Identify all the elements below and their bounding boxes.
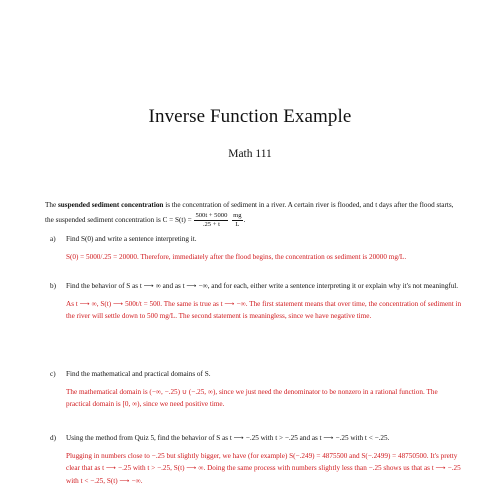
part-label: c) [50, 370, 56, 378]
units-fraction [232, 212, 242, 229]
part-label: a) [50, 235, 56, 243]
question-text: Using the method from Quiz 5, find the behavior of S as t ⟶ −.25 with t > −.25 and as t ⟶ −.25 with t < −.25. [66, 434, 390, 442]
intro-text: is the concentration of sediment in a river. A certain river is flooded, and t days after the flood starts, the suspended sediment concentration is C = S(t) = [45, 201, 454, 224]
part-d [50, 432, 462, 487]
part-question [50, 368, 462, 381]
intro-lead: The [45, 201, 58, 209]
part-answer: As t ⟶ ∞, S(t) ⟶ 500t/t = 500. The same is true as t ⟶ −∞. The first statement means that over time, the concentration of sediment in the river will settle down to 500 mg/L. The second statement is meaningless, since we have negative time. [66, 299, 462, 320]
part-b [50, 280, 462, 323]
units-numerator: mg [233, 211, 242, 219]
formula-denominator: .25 + t [202, 220, 220, 228]
question-text: Find S(0) and write a sentence interpreting it. [66, 235, 197, 243]
intro-term: suspended sediment concentration [57, 201, 164, 209]
units-denominator: L [235, 220, 240, 228]
part-answer: The mathematical domain is (−∞, −.25) ∪ (−.25, ∞), since we just need the denominator to be nonzero in a rational function. The practical domain is [0, ∞), since we need positive time. [66, 387, 438, 408]
part-label: b) [50, 282, 56, 290]
question-text: Find the mathematical and practical domains of S. [66, 370, 211, 378]
intro-end: . [243, 215, 246, 224]
part-answer: Plugging in numbers close to −.25 but slightly bigger, we have (for example) S(−.249) = 4875500 and S(−.2499) = 48750500. It's pretty clear that as t ⟶ −.25 with t > −.25, S(t) ⟶ ∞. Doing the same process with numbers slightly less than −.25 shows us that as t ⟶ −.25 with t < −.25, S(t) ⟶ −∞. [66, 451, 461, 485]
formula-numerator: 500t + 5000 [195, 211, 228, 219]
part-label: d) [50, 434, 56, 442]
question-text: Find the behavior of S as t ⟶ ∞ and as t ⟶ −∞, and for each, either write a sentence interpreting it or explain why it's not meaningful. [66, 282, 459, 290]
part-question [50, 280, 462, 293]
page-title: Inverse Function Example [148, 106, 352, 127]
part-question [50, 432, 462, 445]
formula-fraction [194, 212, 228, 229]
part-a [50, 233, 462, 263]
part-answer: S(0) = 5000/.25 = 20000. Therefore, immediately after the flood begins, the concentration os sediment is 20000 mg/L. [66, 252, 407, 261]
page-subtitle: Math 111 [228, 148, 272, 160]
intro-paragraph [45, 199, 463, 229]
part-question [50, 233, 462, 246]
part-c [50, 368, 462, 411]
